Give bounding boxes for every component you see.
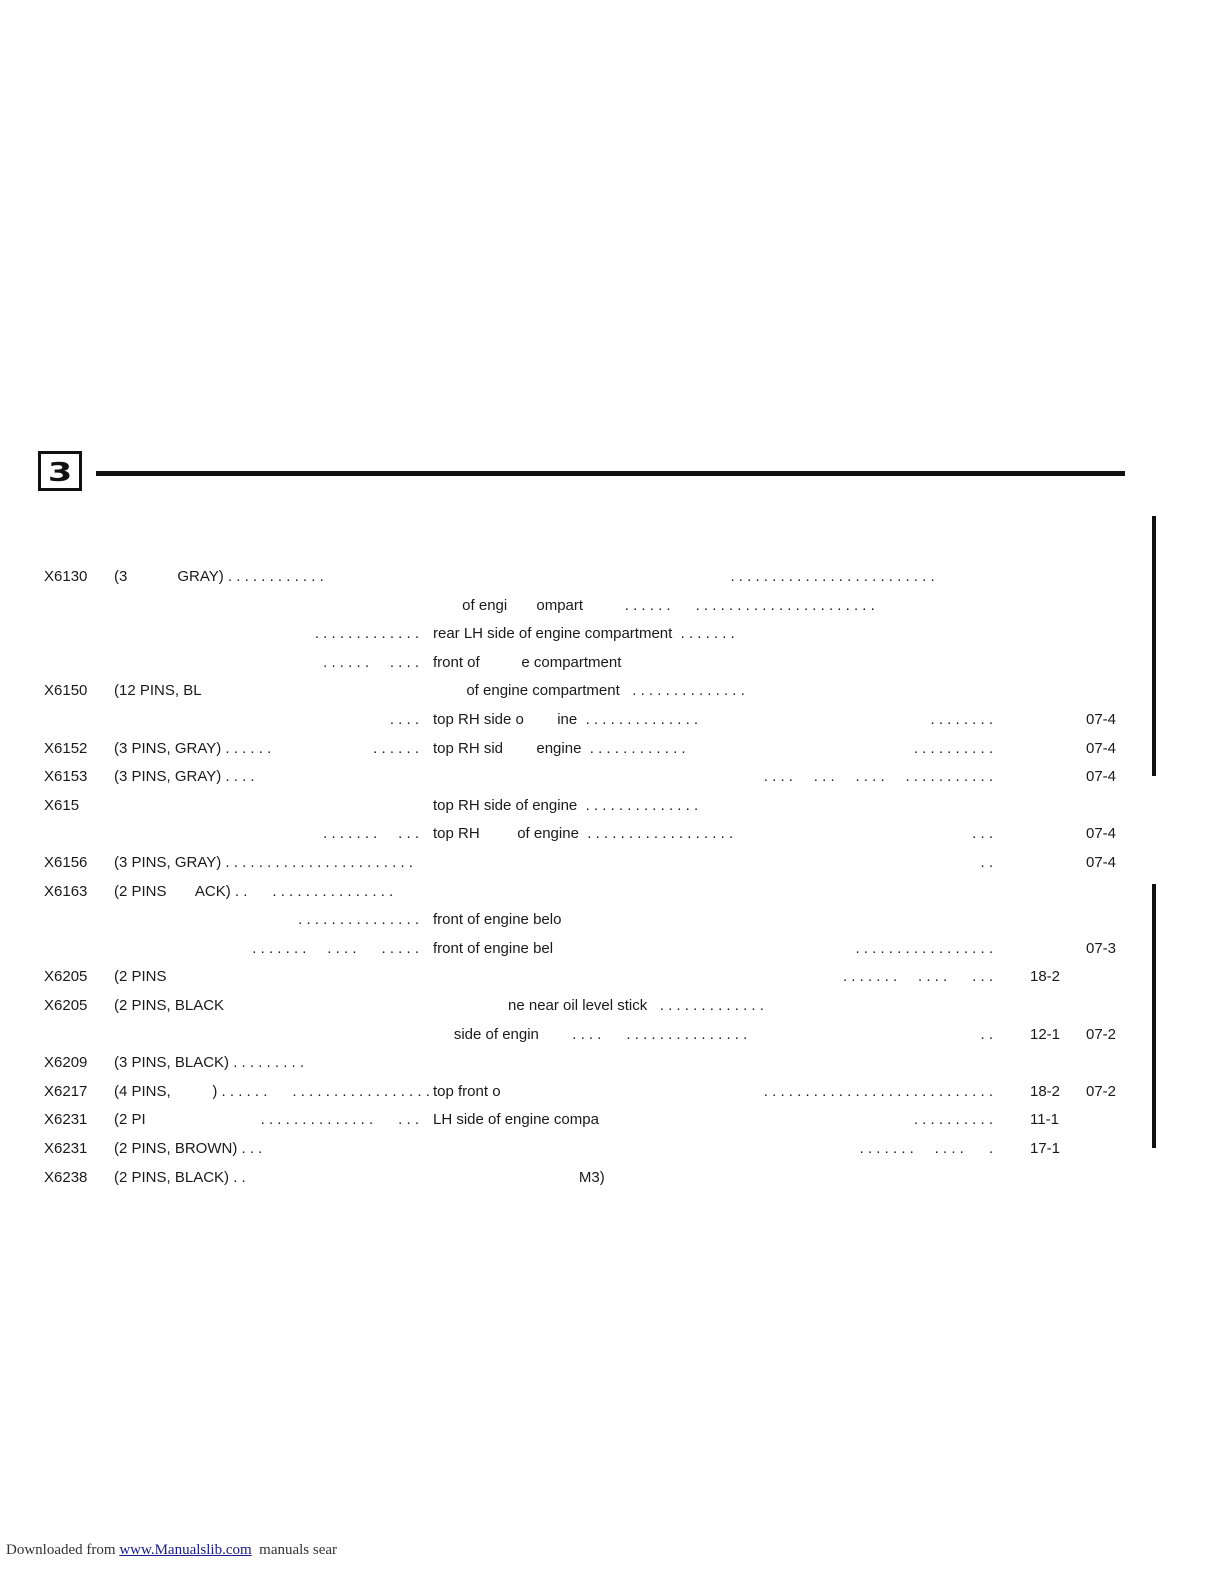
connector-description: (3 GRAY) . . . . . . . . . . . . [114,568,324,585]
connector-id: X6238 [44,1169,88,1186]
connector-description: (2 PINS, BLACK [114,997,225,1014]
table-row [0,796,1224,816]
margin-bar-top [1152,516,1156,776]
table-row [0,910,1224,930]
dot-leader: . . . . . . . . . . . . . . . . . . . . . . [763,768,993,785]
connector-description: (2 PINS [114,968,167,985]
location-text: side of engin . . . . . . . . . . . . . . . . . . . [433,1026,748,1043]
dot-leader: . . . . . . . . . . . . . . . . . [260,1111,419,1128]
page-ref-2: 07-4 [1086,825,1117,842]
location-text: M3) [433,1169,605,1186]
header-rule [96,471,1125,476]
footer [6,1542,337,1559]
table-row [0,710,1224,730]
footer-prefix: Downloaded from [6,1542,120,1558]
table-row [0,567,1224,587]
connector-description: (4 PINS, ) . . . . . . . . . . . . . . . . . . . . . . . [114,1083,430,1100]
dot-leader: . . [980,1026,993,1043]
location-text: front of engine belo [433,911,562,928]
manualslib-link[interactable]: www.Manualslib.com [119,1542,252,1558]
footer-suffix: manuals sear [251,1542,338,1558]
table-row [0,1082,1224,1102]
page-ref-2: 07-3 [1086,940,1117,957]
dot-leader: . . [980,854,993,871]
dot-leader: . . . . . . . . [930,711,993,728]
dot-leader: . . . . . . . . . . . . . [314,625,419,642]
page-ref-1: 12-1 [1030,1026,1061,1043]
page-ref-2: 07-4 [1086,740,1117,757]
page-ref-2: 07-2 [1086,1083,1117,1100]
table-row [0,739,1224,759]
connector-id: X6156 [44,854,88,871]
connector-description: (2 PI [114,1111,146,1128]
table-row [0,967,1224,987]
connector-description: (3 PINS, GRAY) . . . . . . . . . . . . . . . . . . . . . . . [114,854,413,871]
dot-leader: . . . . . . . . . . . . . . . [298,911,419,928]
dot-leader: . . . . [389,711,419,728]
dot-leader: . . . . . . . . . . . . . . [842,968,993,985]
dot-leader: . . . . . . [373,740,419,757]
section-number: 3 [47,458,73,488]
location-text: top front o [433,1083,501,1100]
connector-description: (2 PINS, BLACK) . . [114,1169,246,1186]
location-text: rear LH side of engine compartment . . . . . . . [433,625,735,642]
dot-leader: . . . . . . . . . . . . . . . . . . . . . . . . . . . . [763,1083,993,1100]
table-row [0,1025,1224,1045]
page-ref-2: 07-4 [1086,768,1117,785]
table-row [0,1110,1224,1130]
table-row [0,681,1224,701]
page-ref-1: 11-1 [1030,1111,1059,1128]
connector-description: (3 PINS, GRAY) . . . . [114,768,255,785]
page-ref-1: 18-2 [1030,1083,1061,1100]
connector-id: X6205 [44,997,88,1014]
page-ref-2: 07-4 [1086,711,1117,728]
location-text: of engi ompart . . . . . . . . . . . . . . . . . . . . . . . . . . . . [433,597,875,614]
table-row [0,853,1224,873]
dot-leader: . . . . . . . . . . . . . . . . [252,940,419,957]
page-ref-2: 07-4 [1086,854,1117,871]
table-row [0,624,1224,644]
table-row [0,1168,1224,1188]
connector-id: X6150 [44,682,88,699]
connector-id: X6231 [44,1111,88,1128]
page-ref-1: 17-1 [1030,1140,1061,1157]
location-text: top RH side of engine . . . . . . . . . . . . . . [433,797,699,814]
connector-id: X6231 [44,1140,88,1157]
dot-leader: . . . . . . . . . . [323,825,419,842]
dot-leader: . . . . . . . . . . . . . . . . . . . . . . . . . [730,568,993,585]
location-text: front of engine bel [433,940,554,957]
connector-description: (3 PINS, GRAY) . . . . . . [114,740,272,757]
dot-leader: . . . . . . . . . . [913,740,993,757]
table-row [0,1139,1224,1159]
location-text: top RH side o ine . . . . . . . . . . . . . . [433,711,699,728]
connector-id: X6209 [44,1054,88,1071]
connector-id: X6153 [44,768,88,785]
dot-leader: . . . [972,825,993,842]
page-ref-1: 18-2 [1030,968,1061,985]
page-ref-2: 07-2 [1086,1026,1117,1043]
connector-description: (2 PINS ACK) . . . . . . . . . . . . . . . . . [114,883,394,900]
connector-id: X6217 [44,1083,88,1100]
location-text: of engine compartment . . . . . . . . . . . . . . [433,682,745,699]
location-text: front of e compartment [433,654,622,671]
connector-description: (2 PINS, BROWN) . . . [114,1140,263,1157]
location-text: top RH of engine . . . . . . . . . . . . . . . . . . [433,825,734,842]
dot-leader: . . . . . . . . . . . . . . . . . [855,940,993,957]
connector-id: X6130 [44,568,88,585]
table-row [0,653,1224,673]
connector-description: (3 PINS, BLACK) . . . . . . . . . [114,1054,305,1071]
table-row [0,882,1224,902]
table-row [0,939,1224,959]
location-text: LH side of engine compa [433,1111,599,1128]
connector-id: X6152 [44,740,88,757]
table-row [0,767,1224,787]
table-row [0,996,1224,1016]
connector-description: (12 PINS, BL [114,682,202,699]
dot-leader: . . . . . . . . . . . . [859,1140,993,1157]
location-text: ne near oil level stick . . . . . . . . . . . . . [433,997,764,1014]
connector-id: X615 [44,797,80,814]
table-row [0,1053,1224,1073]
connector-id: X6205 [44,968,88,985]
table-row [0,824,1224,844]
section-number-box [38,451,82,491]
location-text: top RH sid engine . . . . . . . . . . . . [433,740,686,757]
connector-id: X6163 [44,883,88,900]
dot-leader: . . . . . . . . . . [913,1111,993,1128]
dot-leader: . . . . . . . . . . [323,654,419,671]
table-row [0,596,1224,616]
